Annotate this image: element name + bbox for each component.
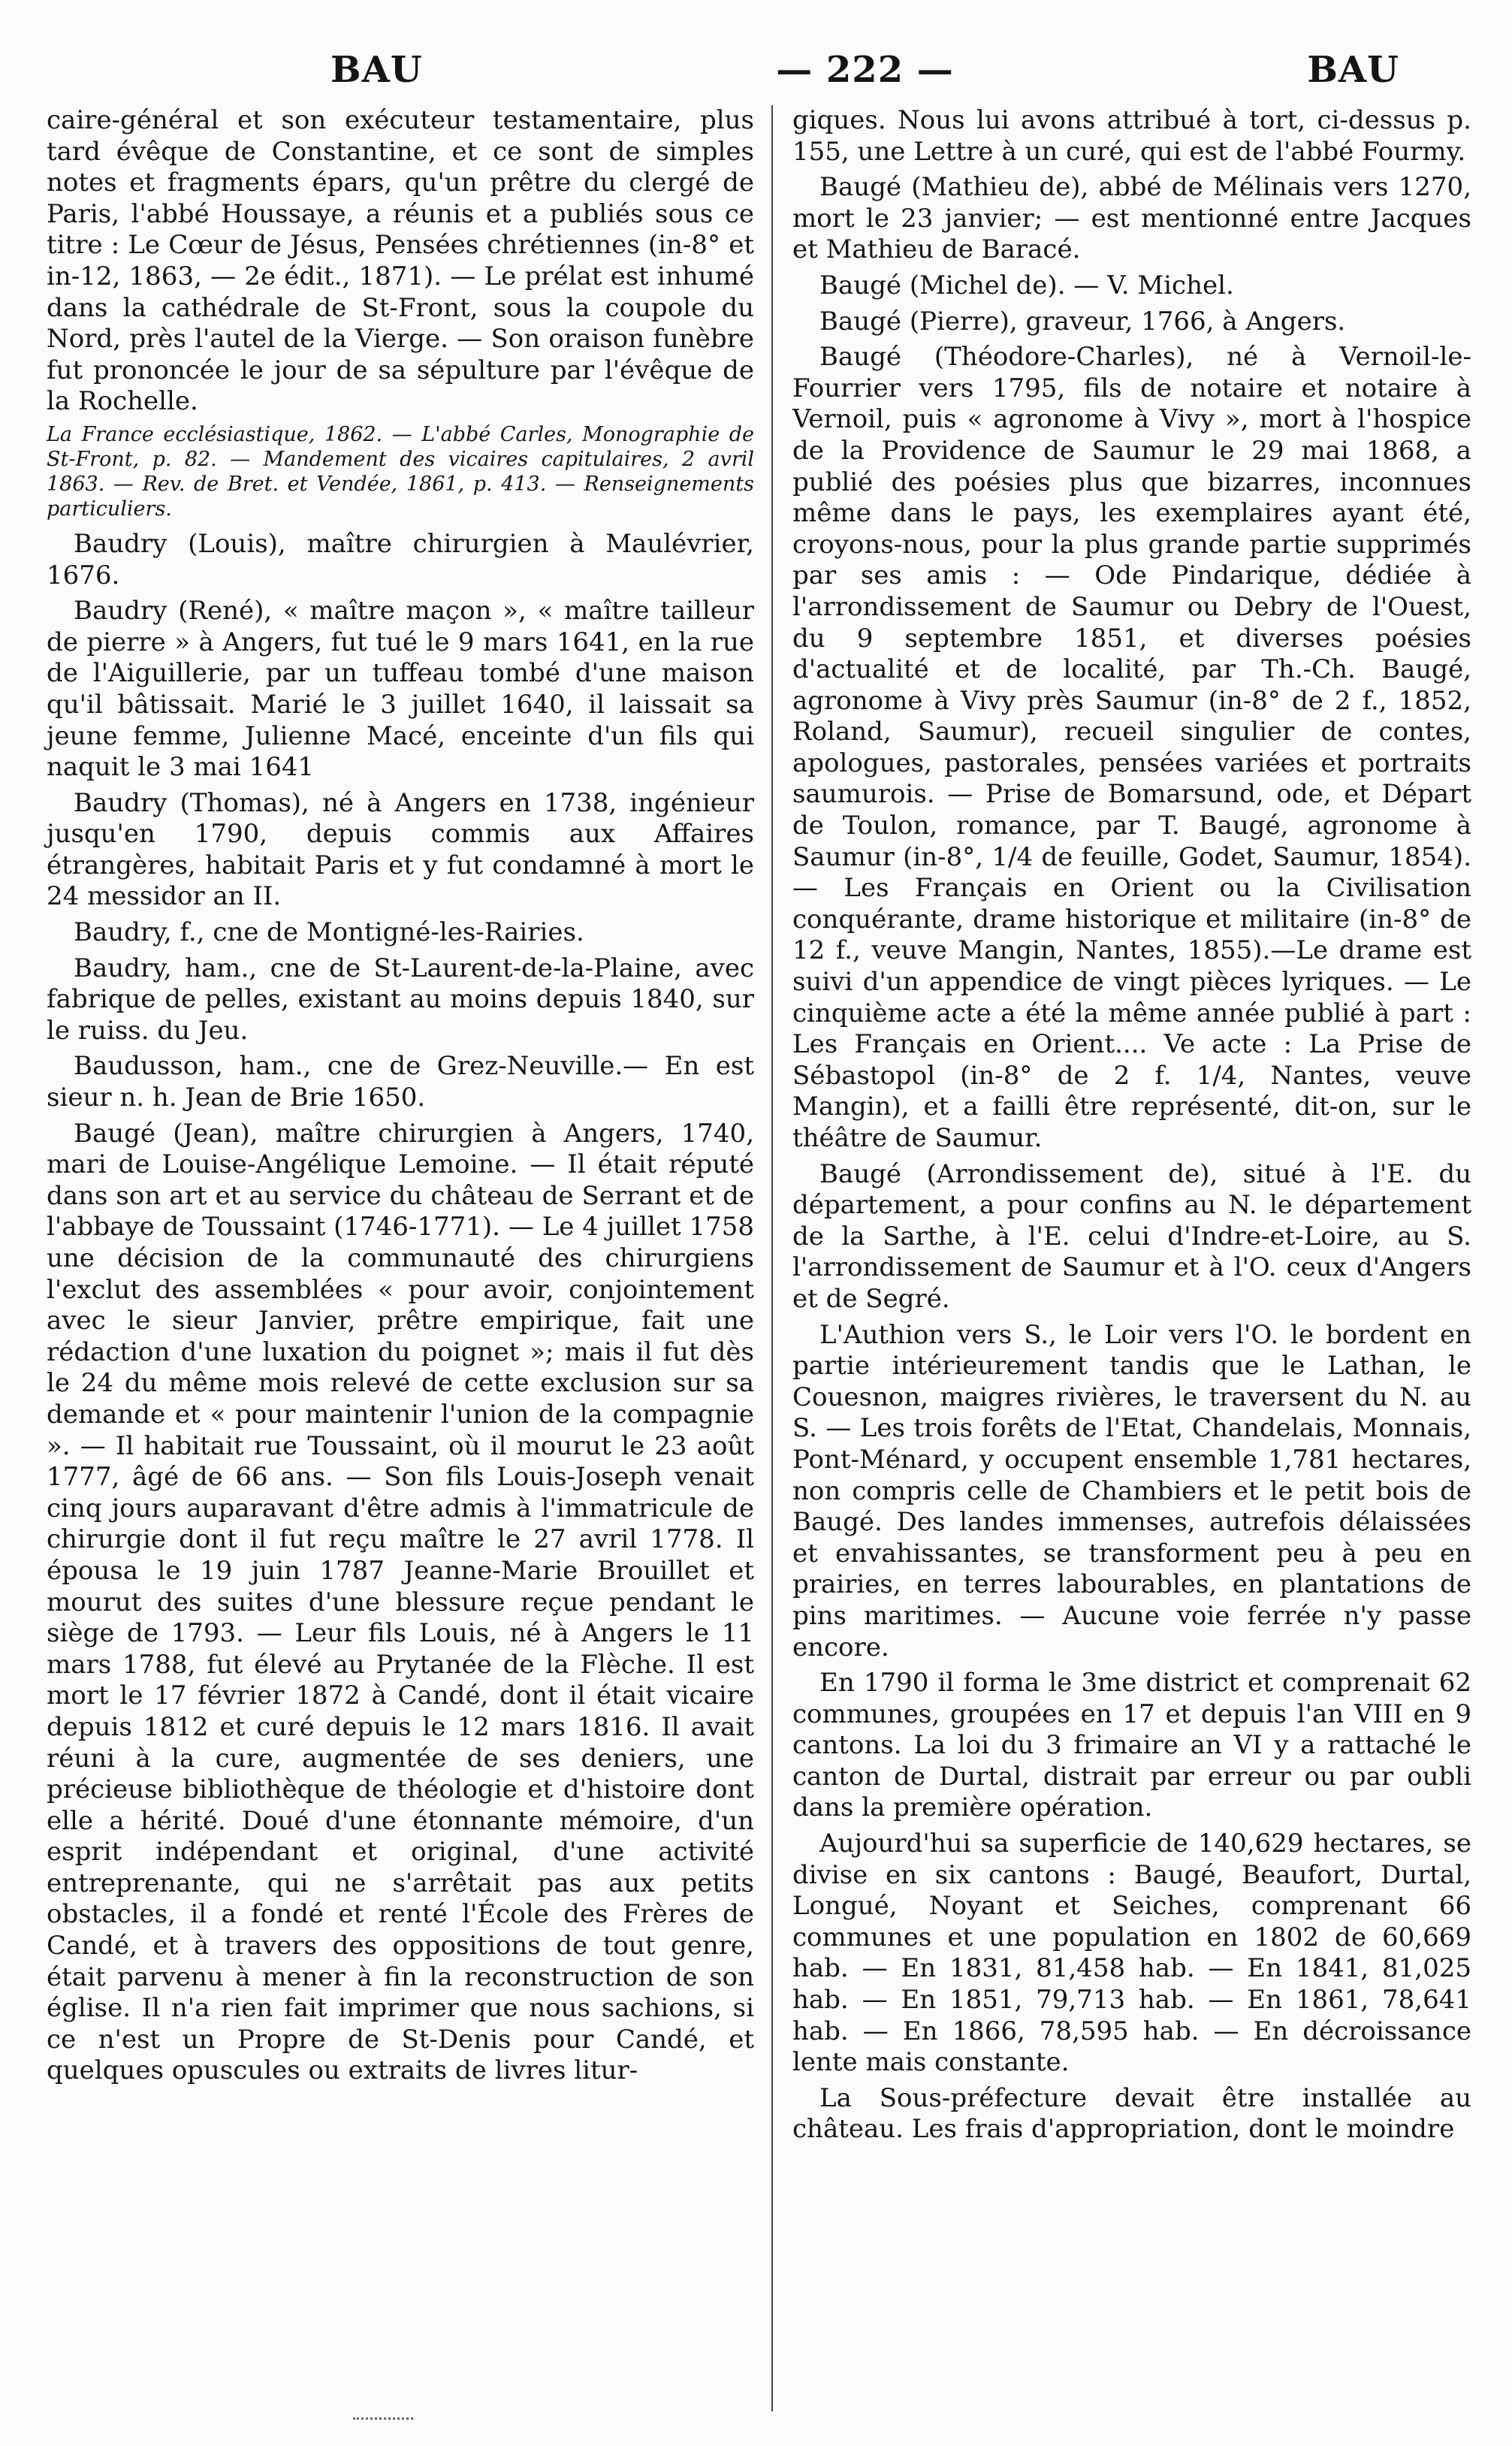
left-column (47, 105, 754, 2091)
entry-baudusson: Baudusson, ham., cne de Grez-Neuville.— En est sieur n. h. Jean de Brie 1650. (47, 1051, 754, 1113)
paragraph: En 1790 il forma le 3me district et comprenait 62 communes, groupées en 17 et depuis l'an VIII en 9 cantons. La loi du 3 frimaire an VI y a rattaché le canton de Durtal, distrait par erreur ou par oubli dans la première opération. (792, 1668, 1471, 1823)
entry-bauge-pierre: Baugé (Pierre), graveur, 1766, à Angers. (819, 306, 1346, 337)
header-left: BAU (330, 49, 423, 91)
entry-bauge-michel: Baugé (Michel de). — V. Michel. (819, 270, 1234, 300)
running-header (45, 44, 1467, 96)
entry-bauge-mathieu: Baugé (Mathieu de), abbé de Mélinais vers 1270, mort le 23 janvier; — est mentionné entre Jacques et Mathieu de Baracé. (792, 172, 1471, 265)
entry-baudry-rene: Baudry (René), « maître maçon », « maître tailleur de pierre » à Angers, fut tué le 9 mars 1641, en la rue de l'Aiguillerie, par un tuffeau tombé d'une maison qu'il bâtissait. Marié le 3 juillet 1640, il laissait sa jeune femme, Julienne Macé, enceinte d'un fils qui naquit le 3 mai 1641 (47, 596, 754, 783)
entry-baudry-louis: Baudry (Louis), maître chirurgien à Maulévrier, 1676. (47, 528, 754, 590)
paragraph: caire-général et son exécuteur testamentaire, plus tard évêque de Constantine, et ce sont de simples notes et fragments épars, qu'un prêtre du clergé de Paris, l'abbé Houssaye, a réunis et a publiés sous ce titre : Le Cœur de Jésus, Pensées chrétiennes (in-8° et in-12, 1863, — 2e édit., 1871). — Le prélat est inhumé dans la cathédrale de St-Front, sous la coupole du Nord, près l'autel de la Vierge. — Son oraison funèbre fut prononcée le jour de sa sépulture par l'évêque de la Rochelle. (47, 105, 754, 417)
entry-baudry-thomas: Baudry (Thomas), né à Angers en 1738, ingénieur jusqu'en 1790, depuis commis aux Affaires étrangères, habitait Paris et y fut condamné à mort le 24 messidor an II. (47, 787, 754, 912)
right-column (792, 105, 1471, 2150)
header-right: BAU (1307, 49, 1399, 91)
page-number: — 222 — (776, 49, 954, 91)
paragraph-continued: giques. Nous lui avons attribué à tort, ci-dessus p. 155, une Lettre à un curé, qui est de l'abbé Fourmy. (792, 105, 1471, 167)
entry-baudry-hamlet: Baudry, ham., cne de St-Laurent-de-la-Plaine, avec fabrique de pelles, existant au moins depuis 1840, sur le ruiss. du Jeu. (47, 953, 754, 1046)
paragraph: L'Authion vers S., le Loir vers l'O. le bordent en partie intérieurement tandis que le Lathan, le Couesnon, maigres rivières, le traversent du N. au S. — Les trois forêts de l'Etat, Chandelais, Monnais, Pont-Ménard, y occupent ensemble 1,781 hectares, non compris celle de Chambiers et le petit bois de Baugé. Des landes immenses, autrefois délaissées et envahissantes, se transforment peu à peu en prairies, en terres labourables, en plantations de pins maritimes. — Aucune voie ferrée n'y passe encore. (792, 1319, 1471, 1662)
entry-bauge-arrondissement: Baugé (Arrondissement de), situé à l'E. du département, a pour confins au N. le département de la Sarthe, à l'E. celui d'Indre-et-Loire, au S. l'arrondissement de Saumur et à l'O. ceux d'Angers et de Segré. (792, 1158, 1471, 1314)
paragraph: La Sous-préfecture devait être installée au château. Les frais d'appropriation, dont le moindre (792, 2082, 1471, 2145)
column-divider (771, 105, 773, 2411)
entry-bauge-theodore: Baugé (Théodore-Charles), né à Vernoil-le-Fourrier vers 1795, fils de notaire et notaire à Vernoil, puis « agronome à Vivy », mort à l'hospice de la Providence de Saumur le 29 mai 1868, a publié des poésies plus que bizarres, inconnues même dans le pays, les exemplaires ayant été, croyons-nous, pour la plus grande partie supprimés par ses amis : — Ode Pindarique, dédiée à l'arrondissement de Saumur ou Debry de l'Ouest, du 9 septembre 1851, et diverses poésies d'actualité et de localité, par Th.-Ch. Baugé, agronome à Vivy près Saumur (in-8° de 2 f., 1852, Roland, Saumur), recueil singulier de contes, apologues, pastorales, pensées variées et portraits saumurois. — Prise de Bomarsund, ode, et Départ de Toulon, romance, par T. Baugé, agronome à Saumur (in-8°, 1/4 de feuille, Godet, Saumur, 1854). — Les Français en Orient ou la Civilisation conquérante, drame historique et militaire (in-8° de 12 f., veuve Mangin, Nantes, 1855).—Le drame est suivi d'un appendice de vingt pièces lyriques. — Le cinquième acte a été la même année publié à part : Les Français en Orient.... Ve acte : La Prise de Sébastopol (in-8° de 2 f. 1/4, Nantes, veuve Mangin), et a failli être représenté, dit-on, sur le théâtre de Saumur. (792, 342, 1471, 1153)
entry-baudry-farm: Baudry, f., cne de Montigné-les-Rairies. (74, 917, 584, 948)
entry-bauge-jean: Baugé (Jean), maître chirurgien à Angers, 1740, mari de Louise-Angélique Lemoine. — Il était réputé dans son art et au service du château de Serrant et de l'abbaye de Toussaint (1746-1771). — Le 4 juillet 1758 une décision de la communauté des chirurgiens l'exclut des assemblées « pour avoir, conjointement avec le sieur Janvier, prêtre empirique, fait une rédaction d'une luxation du poignet »; mais il fut dès le 24 du même mois relevé de cette exclusion sur sa demande et « pour maintenir l'union de la compagnie ». — Il habitait rue Toussaint, où il mourut le 23 août 1777, âgé de 66 ans. — Son fils Louis-Joseph venait cinq jours auparavant d'être admis à l'immatricule de chirurgie dont il fut reçu maître le 27 avril 1778. Il épousa le 19 juin 1787 Jeanne-Marie Brouillet et mourut des suites d'une blessure reçue pendant le siège de 1793. — Leur fils Louis, né à Angers le 11 mars 1788, fut élevé au Prytanée de la Flèche. Il est mort le 17 février 1872 à Candé, dont il était vicaire depuis 1812 et curé depuis le 12 mars 1816. Il avait réuni à la cure, augmentée de ses deniers, une précieuse bibliothèque de théologie et d'histoire dont elle a hérité. Doué d'une étonnante mémoire, d'un esprit indépendant et original, d'une activité entreprenante, qui ne s'arrêtait pas aux petits obstacles, il a fondé et renté l'École des Frères de Candé, et à travers des oppositions de tout genre, était parvenu à mener à fin la reconstruction de son église. Il n'a rien fait imprimer que nous sachions, si ce n'est un Propre de St-Denis pour Candé, et quelques opuscules ou extraits de livres litur- (47, 1118, 754, 2086)
source-note: La France ecclésiastique, 1862. — L'abbé Carles, Monographie de St-Front, p. 82. — Mandement des vicaires capitulaires, 2 avril 1863. — Rev. de Bret. et Vendée, 1861, p. 413. — Renseignements particuliers. (47, 422, 754, 521)
signature-mark (353, 2417, 413, 2423)
paragraph: Aujourd'hui sa superficie de 140,629 hectares, se divise en six cantons : Baugé, Beaufort, Durtal, Longué, Noyant et Seiches, comprenant 66 communes et une population en 1802 de 60,669 hab. — En 1831, 81,458 hab. — En 1841, 81,025 hab. — En 1851, 79,713 hab. — En 1861, 78,641 hab. — En 1866, 78,595 hab. — En décroissance lente mais constante. (792, 1828, 1471, 2078)
